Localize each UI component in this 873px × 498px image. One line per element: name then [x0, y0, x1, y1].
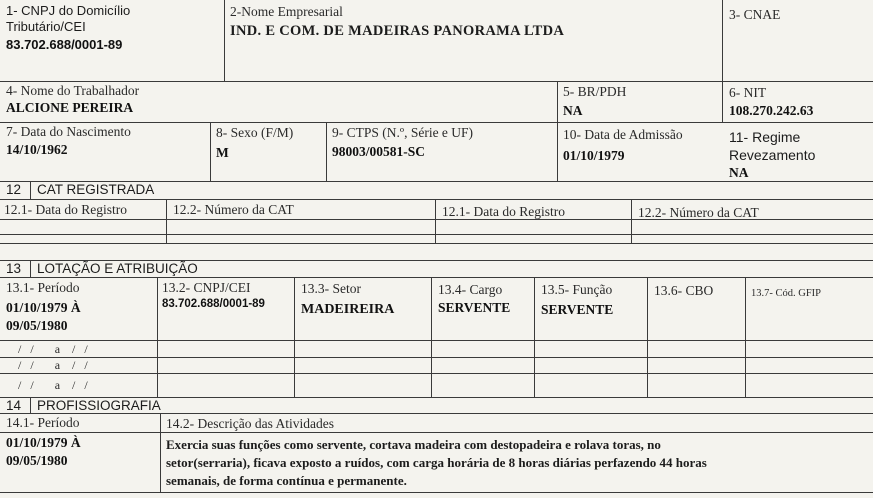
cnpj-label: Tributário/CEI — [6, 19, 86, 34]
periodo-value: 09/05/1980 — [6, 318, 68, 333]
setor-value: MADEIREIRA — [301, 302, 395, 317]
br-pdh-value: NA — [563, 103, 583, 118]
a: a — [54, 342, 61, 356]
rule — [0, 199, 873, 200]
lotacao-col-header: 13.4- Cargo — [438, 282, 503, 297]
prof-periodo-value: 09/05/1980 — [6, 453, 68, 468]
admissao-label: 10- Data de Admissão — [563, 127, 683, 142]
rule — [0, 373, 873, 374]
rule — [157, 277, 158, 397]
rule — [722, 0, 723, 122]
slash: / — [18, 378, 22, 392]
lotacao-col-header — [751, 285, 821, 300]
slash: / — [18, 358, 22, 372]
ctps-label: 9- CTPS (N.º, Série e UF) — [332, 125, 474, 140]
rule — [294, 277, 295, 397]
nome-empresarial-label: 2-Nome Empresarial — [230, 4, 343, 19]
cat-col-header: 12.2- Número da CAT — [638, 205, 759, 220]
cnpj-label: 1- CNPJ do Domicílio — [6, 3, 131, 18]
lotacao-col-header: 13.3- Setor — [301, 281, 361, 296]
atividades-description: Exercia suas funções como servente, cortava madeira com destopadeira e rolava toras, no — [166, 437, 661, 452]
admissao-value: 01/10/1979 — [563, 148, 625, 163]
slash: / — [72, 358, 76, 372]
section-title: PROFISSIOGRAFIA — [37, 398, 161, 413]
rule — [30, 397, 31, 413]
atividades-description: semanais, de forma contínua e permanente. — [166, 473, 407, 488]
rule — [160, 413, 161, 492]
nascimento-value: 14/10/1962 — [6, 142, 68, 157]
nome-empresarial-value: IND. E COM. DE MADEIRAS PANORAMA LTDA — [230, 23, 565, 39]
sexo-label: 8- Sexo (F/M) — [216, 125, 294, 140]
rule — [30, 181, 31, 199]
nascimento-label: 7- Data do Nascimento — [6, 124, 131, 139]
blank-period — [18, 379, 88, 392]
rule — [631, 199, 632, 243]
rule — [166, 199, 167, 243]
cat-col-header: 12.2- Número da CAT — [173, 202, 294, 217]
slash: / — [30, 358, 34, 372]
cat-col-header: 12.1- Data do Registro — [442, 204, 565, 219]
br-pdh-label: 5- BR/PDH — [563, 84, 627, 99]
section-number: 12 — [6, 182, 22, 197]
cnpj-value: 83.702.688/0001-89 — [6, 37, 123, 52]
rule — [0, 277, 873, 278]
slash: / — [18, 342, 22, 356]
slash: / — [84, 378, 88, 392]
cnae-label: 3- CNAE — [729, 7, 781, 22]
rule — [210, 122, 211, 181]
section-title: LOTAÇÃO E ATRIBUIÇÃO — [37, 261, 198, 276]
slash: / — [84, 358, 88, 372]
ctps-value: 98003/00581-SC — [332, 144, 426, 159]
a: a — [54, 358, 61, 372]
periodo-value: 01/10/1979 À — [6, 300, 81, 315]
rule — [534, 277, 535, 397]
slash: / — [72, 342, 76, 356]
regime-label: Revezamento — [729, 147, 816, 163]
slash: / — [72, 378, 76, 392]
section-number: 13 — [6, 261, 22, 276]
blank-period — [18, 359, 88, 372]
rule — [435, 199, 436, 243]
rule — [0, 432, 873, 433]
cargo-value: SERVENTE — [438, 300, 511, 315]
rule — [0, 492, 873, 493]
nome-trabalhador-value: ALCIONE PEREIRA — [6, 100, 134, 115]
blank-period — [18, 343, 88, 356]
slash: / — [84, 342, 88, 356]
rule — [224, 0, 225, 81]
cnpj-cei-value: 83.702.688/0001-89 — [162, 298, 265, 310]
rule — [326, 122, 327, 181]
rule — [30, 260, 31, 277]
lotacao-col-header: 13.6- CBO — [654, 283, 714, 298]
section-number: 14 — [6, 398, 22, 413]
rule — [745, 277, 746, 397]
lotacao-col-header: 13.5- Função — [541, 282, 613, 297]
nit-label: 6- NIT — [729, 85, 767, 100]
slash: / — [30, 378, 34, 392]
regime-value: NA — [729, 165, 749, 180]
rule — [557, 81, 558, 181]
rule — [0, 357, 873, 358]
rule — [647, 277, 648, 397]
section-title: CAT REGISTRADA — [37, 182, 155, 197]
lotacao-col-header: 13.2- CNPJ/CEI — [162, 280, 251, 295]
cat-col-header: 12.1- Data do Registro — [4, 202, 127, 217]
slash: / — [30, 342, 34, 356]
atividades-description: setor(serraria), ficava exposto a ruídos, com carga horária de 8 horas diárias perfazendo 44 horas — [166, 455, 707, 470]
rule — [0, 122, 873, 123]
funcao-value: SERVENTE — [541, 302, 614, 317]
prof-periodo-value: 01/10/1979 À — [6, 435, 81, 450]
nit-value: 108.270.242.63 — [729, 103, 814, 118]
rule — [431, 277, 432, 397]
rule — [0, 234, 873, 235]
a: a — [54, 378, 61, 392]
nome-trabalhador-label: 4- Nome do Trabalhador — [6, 83, 140, 98]
rule — [0, 81, 873, 82]
prof-col-header: 14.2- Descrição das Atividades — [166, 416, 334, 431]
regime-label: 11- Regime — [729, 129, 801, 145]
prof-col-header: 14.1- Período — [6, 415, 80, 430]
rule — [0, 340, 873, 341]
lotacao-col-header: 13.1- Período — [6, 280, 80, 295]
rule — [0, 243, 873, 244]
sexo-value: M — [216, 145, 229, 160]
gfip-label: 13.7- Cód. GFIP — [751, 288, 822, 299]
